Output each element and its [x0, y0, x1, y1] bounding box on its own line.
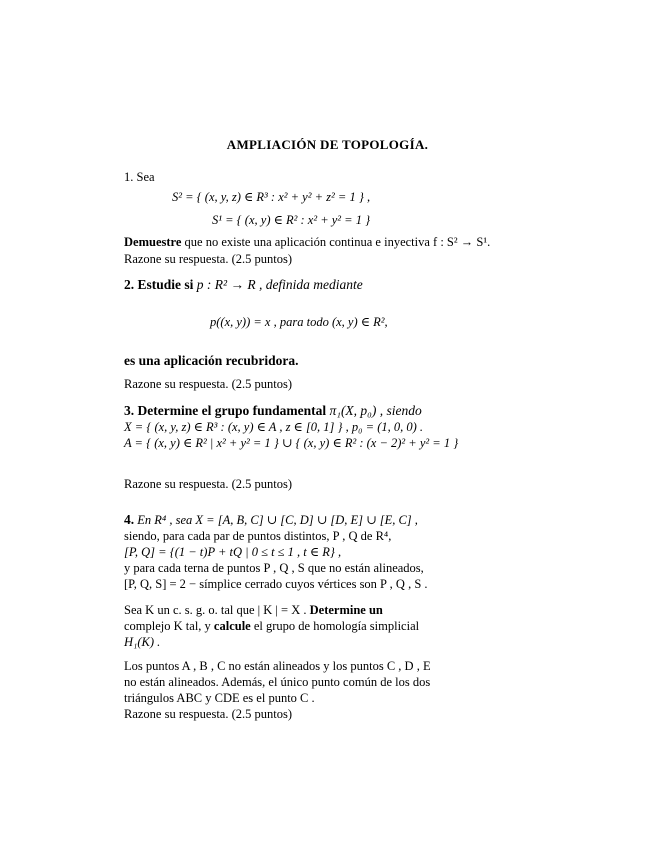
problem-3-a-def: A = { (x, y) ∈ R² | x² + y² = 1 } ∪ { (x, y) ∈ R² : (x − 2)² + y² = 1 }: [124, 436, 459, 450]
problem-4-h1: H₁(K) .: [124, 635, 161, 649]
problem-4-number: 4.: [124, 512, 135, 527]
problem-4-line-5: [P, Q, S] = 2 − símplice cerrado cuyos vértices son P , Q , S .: [124, 577, 428, 591]
problem-4-line-10: triángulos ABC y CDE es el punto C .: [124, 691, 315, 705]
problem-1-bold-lead: Demuestre: [124, 235, 182, 249]
problem-4-line-6: [124, 603, 383, 618]
problem-2-bold-lead: 2. Estudie si: [124, 277, 194, 292]
problem-1-sphere-def: S² = { (x, y, z) ∈ R³ : x² + y² + z² = 1 } ,: [172, 190, 371, 204]
problem-4-complex-text: complejo K tal, y: [124, 619, 211, 633]
page-title: AMPLIACIÓN DE TOPOLOGÍA.: [226, 137, 429, 152]
problem-2-covering: es una aplicación recubridora.: [124, 353, 299, 368]
problem-2-reason: Razone su respuesta. (2.5 puntos): [124, 377, 293, 391]
problem-3-heading: [124, 403, 422, 418]
problem-4-line-9: no están alineados. Además, el único punto común de los dos: [124, 675, 431, 689]
problem-4-homology-text: el grupo de homología simplicial: [253, 619, 420, 633]
problem-2-formula: p((x, y)) = x , para todo (x, y) ∈ R²,: [210, 315, 388, 329]
problem-4-line-3: [P, Q] = {(1 − t)P + tQ | 0 ≤ t ≤ 1 , t ∈ R} ,: [124, 545, 342, 559]
problem-1-statement: [124, 235, 490, 250]
problem-4-line-2: siendo, para cada par de puntos distintos, P , Q de R⁴,: [124, 529, 392, 543]
problem-1-reason: Razone su respuesta. (2.5 puntos): [124, 252, 293, 266]
problem-4-complex-def: Sea K un c. s. g. o. tal que | K | = X .: [124, 603, 307, 617]
problem-4-line-7: [124, 619, 419, 634]
problem-4-line-1: [124, 512, 418, 528]
problem-4-calculate: calcule: [213, 619, 251, 633]
problem-4-reason: Razone su respuesta. (2.5 puntos): [124, 707, 293, 721]
problem-3-reason: Razone su respuesta. (2.5 puntos): [124, 477, 293, 491]
problem-3-bold-lead: 3. Determine el grupo fundamental: [124, 403, 327, 418]
problem-4-determine: Determine un: [309, 603, 383, 617]
problem-1-circle-def: S¹ = { (x, y) ∈ R² : x² + y² = 1 }: [212, 213, 371, 227]
problem-4-x-def: En R⁴ , sea X = [A, B, C] ∪ [C, D] ∪ [D, E] ∪ [E, C] ,: [137, 513, 418, 527]
problem-1-intro: 1. Sea: [124, 170, 155, 184]
problem-4-line-8: Los puntos A , B , C no están alineados y los puntos C , D , E: [124, 659, 431, 673]
problem-1-statement-text: que no existe una aplicación continua e inyectiva f : S² → S¹.: [184, 235, 491, 249]
problem-2-map-def: p : R² → R , definida mediante: [196, 277, 363, 292]
problem-4-line-4: y para cada terna de puntos P , Q , S que no están alineados,: [124, 561, 424, 575]
problem-3-x-def: X = { (x, y, z) ∈ R³ : (x, y) ∈ A , z ∈ [0, 1] } , p₀ = (1, 0, 0) .: [124, 420, 424, 434]
problem-3-pi1: π₁(X, p₀) , siendo: [329, 403, 422, 418]
problem-2-heading: [124, 277, 363, 292]
